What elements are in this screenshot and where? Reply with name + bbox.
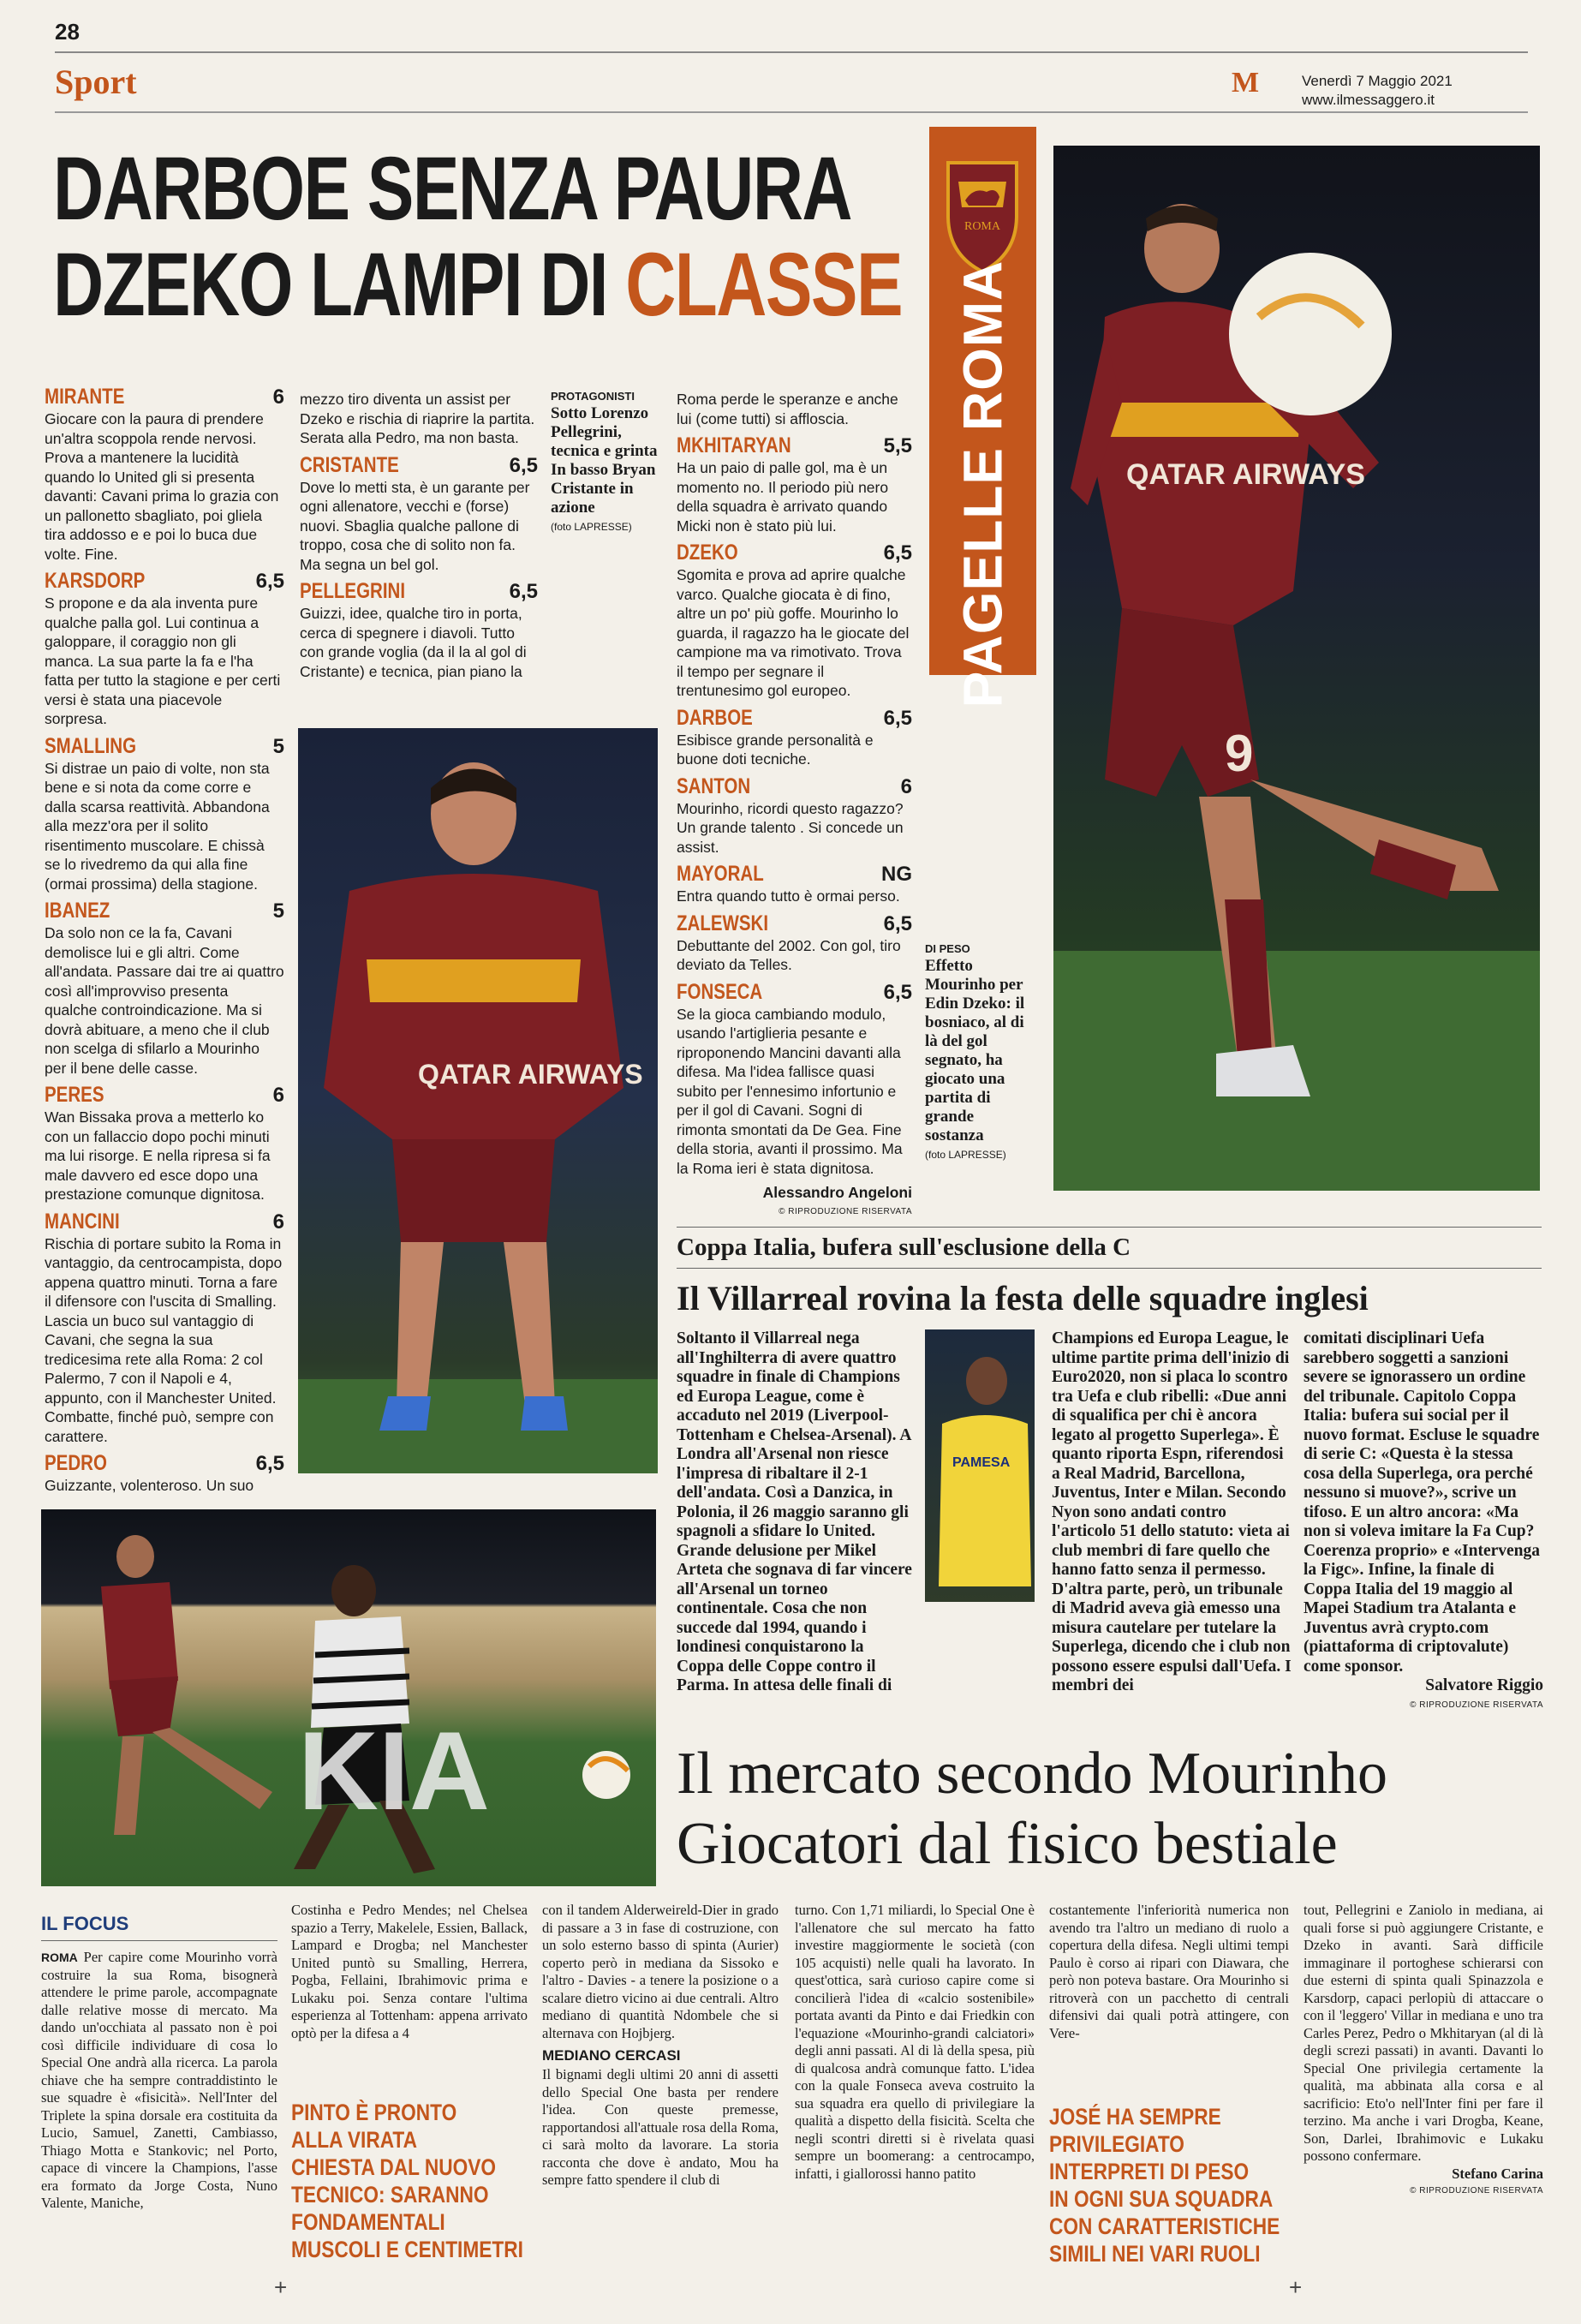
dzeko-photo xyxy=(1053,146,1540,1191)
player-comment: Mourinho, ricordi questo ragazzo? Un grande talento . Si concede un assist. xyxy=(677,799,904,856)
caption-credit: (foto LAPRESSE) xyxy=(925,1149,1006,1161)
player-vote: 6,5 xyxy=(255,1452,284,1475)
caption-text: Sotto Lorenzo Pellegrini, tecnica e grinta In basso Bryan Cristante in azione xyxy=(551,404,658,517)
rating-entry xyxy=(45,734,284,894)
coppa-column-3-text: comitati disciplinari Uefa sarebbero soggetti a sanzioni severe se ignorassero un ordine del tribunale. Capitolo Coppa Italia: bufera sui social per il nuovo format. Escluse le squadre di serie C: «Questa è la stessa cosa della Superlega, ora perché nessuno si muove?», scrive un tifoso. E un altro ancora: «Ma non si voleva imitare la Fa Cup? Coerenza proprio» e «Intervenga la Figc». Infine, la finale di Coppa Italia del 19 maggio al Mapei Stadium tra Atalanta e Juventus avrà crypto.com (piattaforma di criptovalute) come sponsor. xyxy=(1304,1329,1541,1676)
ratings-column-2 xyxy=(300,390,538,686)
dzeko-shirt-number: 9 xyxy=(1225,725,1254,782)
pull-quote-line: CON CARATTERISTICHE xyxy=(1049,2213,1280,2239)
player-vote: 6 xyxy=(272,385,284,409)
player-name: MIRANTE xyxy=(45,385,125,409)
page-number: 28 xyxy=(55,19,80,45)
player-comment: Rischia di portare subito la Roma in vantaggio, da centrocampista, dopo appena quattro minuti. Torna a fare il difensore con l'uscita di Smalling. Lascia un buco sul vantaggio di Cavani, che segna la sua tredicesima rete alla Roma: 2 col Palermo, 7 con il Napoli e 4, appunto, con il Manchester United. Combatte, finché può, sempre con carattere. xyxy=(45,1234,283,1445)
rating-header xyxy=(677,980,912,1005)
ratings-column-3 xyxy=(677,390,912,1222)
match-figures xyxy=(41,1509,656,1886)
pull-quote-line: PINTO È PRONTO xyxy=(291,2100,457,2125)
player-vote: 6,5 xyxy=(509,453,538,477)
player-vote: 6,5 xyxy=(883,980,912,1004)
rating-entry xyxy=(45,1210,284,1447)
coppa-column-3 xyxy=(1304,1329,1543,1715)
roma-crest-icon xyxy=(940,156,1025,276)
pull-quote-line: MUSCOLI E CENTIMETRI xyxy=(291,2237,523,2262)
player-name: FONSECA xyxy=(677,979,763,1004)
player-vote: 5,5 xyxy=(883,434,912,457)
player-comment: Giocare con la paura di prendere un'altra scoppola rende nervosi. Prova a mantenere la lucidità quando lo United gli si presenta davanti: Cavani prima lo grazia con un pallonetto sbagliato, poi gliela tira addosso e e poi lo buca due volte. Fine. xyxy=(45,410,279,563)
rating-header xyxy=(45,734,284,759)
player-comment: Dove lo metti sta, è un garante per ogni allenatore, vecchi e (forse) nuovi. Sbaglia qualche pallone di troppo, cosa che di solito non fa. Ma segna un bel gol. xyxy=(300,478,530,573)
caption-di-peso xyxy=(925,942,1036,1161)
caption-protagonisti xyxy=(551,390,671,533)
rating-entry xyxy=(677,911,912,975)
title-line-2: DZEKO LAMPI DI CLASSE xyxy=(53,235,903,335)
crop-mark-icon: + xyxy=(1289,2274,1303,2300)
mercato-column-3b-text: Il bignami degli ultimi 20 anni di assetti dello Special One basta per rendere l'idea. Con queste premesse, rapportandosi all'attuale rosa della Roma, ci sarà molto da lavorare. La storia racconta che dove è andato, Mou ha sempre fatto spendere il club di xyxy=(542,2066,779,2188)
mercato-title-line-2: Giocatori dal fisico bestiale xyxy=(677,1811,1338,1877)
pull-quote-line: TECNICO: SARANNO xyxy=(291,2182,489,2208)
pull-quote-line: JOSÉ HA SEMPRE xyxy=(1049,2104,1221,2130)
rating-header xyxy=(45,569,284,594)
rating-header xyxy=(677,911,912,936)
player-name: PEDRO xyxy=(45,1451,107,1475)
dzeko-figure xyxy=(1053,146,1540,1191)
pull-quote-line: CHIESTA DAL NUOVO xyxy=(291,2154,496,2180)
pull-quote-1 xyxy=(291,2099,523,2263)
coppa-column-2: Champions ed Europa League, le ultime partite prima dell'inizio di Euro2020, non si placa lo scontro tra Uefa e club ribelli: «Due anni di squalifica per chi è ancora legato al progetto Superlega». È quanto riporta Espn, riferendosi a Real Madrid, Barcellona, Juventus, Inter e Milan. Secondo Nyon sono andati contro l'articolo 51 dello statuto: vieta ai club membri di fare quello che hanno fatto senza il permesso. D'altra parte, però, un tribunale di Madrid aveva già emesso una misura cautelare per tutelare la Superlega, dicendo che i club non possono essere espulsi dall'Uefa. I membri dei xyxy=(1052,1329,1292,1694)
player-vote: 5 xyxy=(272,899,284,923)
player-vote: 6 xyxy=(272,1084,284,1107)
player-name: PERES xyxy=(45,1083,104,1107)
rating-entry xyxy=(677,433,912,535)
rating-entry xyxy=(300,453,538,575)
pellegrini-photo xyxy=(298,728,658,1473)
caption-label: DI PESO xyxy=(925,942,970,955)
player-name: DZEKO xyxy=(677,541,738,565)
rating-entry xyxy=(45,569,284,729)
villarreal-figure xyxy=(925,1329,1035,1602)
mercato-column-3 xyxy=(542,1902,779,2190)
mercato-column-2: Costinha e Pedro Mendes; nel Chelsea spazio a Terry, Makelele, Essien, Ballack, Lampard e Drogba; nel Manchester United puntò su Smalling, Herrera, Pogba, Fellaini, Ibrahimovic prima e Lukaku poi. Senza contare l'ultima esperienza al Tottenham: appena arrivato optò per la difesa a 4 xyxy=(291,1902,528,2041)
player-comment: S propone e da ala inventa pure qualche palla gol. Lui continua a galoppare, il coraggio non gli manca. La sua parte la fa e l'ha fatta per tutto la stagione e per certi versi è stata una piacevole sorpresa. xyxy=(45,594,281,727)
rating-header xyxy=(45,1210,284,1234)
rating-entry xyxy=(677,862,912,906)
pull-quote-line: SIMILI NEI VARI RUOLI xyxy=(1049,2241,1261,2267)
mercato-column-5: costantemente l'inferiorità numerica non avendo tra l'altro un mediano di ruolo a copertura della difesa. Negli ultimi tempi Paulo è corso ai ripari con Diawara, che però non poteva bastare. Ora Mourinho si ritroverà con un pacchetto di centrali difensivi dai quali potrà attingere, con Vere- xyxy=(1049,1902,1289,2041)
page-title xyxy=(53,139,903,335)
rating-header xyxy=(677,706,912,731)
section-name: Sport xyxy=(55,63,137,101)
rating-entry xyxy=(677,541,912,701)
pull-quote-line: PRIVILEGIATO xyxy=(1049,2131,1184,2157)
mercato-title xyxy=(677,1739,1387,1879)
mercato-column-6 xyxy=(1304,1902,1543,2201)
rating-header xyxy=(300,579,538,604)
player-name: MAYORAL xyxy=(677,862,764,886)
mercato-column-6-text: tout, Pellegrini e Zaniolo in mediana, ai quali forse si può aggiungere Cristante, e Dzeko in avanti. Sarà difficile immaginare il portoghese schierarsi con due esterni di spinta quali Spinazzola e Karsdorp, capaci perlopiù di attaccare o con il 'leggero' Villar in mediana e uno tra Carles Perez, Pedro o Mkhitaryan (al di là degli screzi passati) in avanti. Davanti lo Special One privilegia certamente la qualità, ma abbinata alla corsa e al sacrificio: Eto'o nell'Inter fini per fare il terzino. Ma anche i vari Drogba, Keane, Son, Darlei, Ibrahimovic e Lukaku possono confermare. xyxy=(1304,1902,1543,2164)
player-vote: 6,5 xyxy=(883,706,912,730)
header-top-rule xyxy=(55,51,1528,53)
player-name: KARSDORP xyxy=(45,569,146,593)
column-3-lead: Roma perde le speranze e anche lui (come tutti) si affloscia. xyxy=(677,391,898,427)
player-vote: 5 xyxy=(272,734,284,758)
rating-header xyxy=(45,899,284,923)
rating-header xyxy=(300,453,538,478)
player-name: IBANEZ xyxy=(45,899,110,923)
player-name: SANTON xyxy=(677,774,751,798)
title-line-1: DARBOE SENZA PAURA xyxy=(53,139,852,239)
coppa-mid-rule xyxy=(677,1268,1542,1269)
dateline: ROMA xyxy=(41,1951,78,1964)
player-comment: Da solo non ce la fa, Cavani demolisce lui e gli altri. Come all'andata. Passare dai tre ai quattro così all'improvviso presenta qualche controindicazione. Ma si dovrà abituare, a meno che il club non scelga di sfilarlo a Mourinho per il bene delle casse. xyxy=(45,924,284,1077)
dzeko-shirt-sponsor: QATAR AIRWAYS xyxy=(1126,458,1365,491)
mercato-column-4: turno. Con 1,71 miliardi, lo Special One è l'allenatore che sul mercato ha fatto investire maggiormente le società (con 105 acquisti) nelle quali ha lavorato. In quest'ottica, sarà curioso capire come si concilierà l'idea di «calcio sostenibile» portata avanti da Pinto e dai Friedkin con l'equazione «Mourinho-grandi calciatori» degli anni passati. Al di là della spesa, più di qualcosa andrà comunque fatto. L'idea con la quale Fonseca aveva costruito la sua squadra era quello di privilegiare la qualità a dispetto della fisicità. Scelta che negli scontri diretti si è rivelata quasi sempre un boomerang: a centrocampo, infatti, i giallorossi hanno patito xyxy=(795,1902,1035,2182)
pull-quote-line: IN OGNI SUA SQUADRA xyxy=(1049,2186,1274,2212)
villarreal-photo xyxy=(925,1329,1035,1602)
mercato-signature: Stefano Carina xyxy=(1452,2165,1543,2182)
player-vote: NG xyxy=(881,863,912,886)
date-text: Venerdì 7 Maggio 2021 xyxy=(1302,73,1453,89)
mercato-subhead: MEDIANO CERCASI xyxy=(542,2047,681,2064)
player-vote: 6 xyxy=(272,1210,284,1234)
coppa-title: Il Villarreal rovina la festa delle squadre inglesi xyxy=(677,1279,1369,1317)
player-name: PELLEGRINI xyxy=(300,579,406,603)
rating-header xyxy=(45,1451,284,1476)
caption-label: PROTAGONISTI xyxy=(551,390,635,403)
player-name: ZALEWSKI xyxy=(677,911,769,935)
player-comment: Wan Bissaka prova a metterlo ko con un fallaccio dopo pochi minuti ma lui risorge. E nella ripresa si fa male davvero ed esce dopo una prestazione comunque dignitosa. xyxy=(45,1108,271,1203)
player-comment: Esibisce grande personalità e buone doti tecniche. xyxy=(677,731,874,768)
rating-header xyxy=(45,385,284,409)
ratings-copyright: © RIPRODUZIONE RISERVATA xyxy=(779,1206,912,1216)
issue-date xyxy=(1302,72,1453,110)
ratings-signature: Alessandro Angeloni xyxy=(762,1184,912,1201)
player-name: DARBOE xyxy=(677,705,753,730)
coppa-top-rule xyxy=(677,1227,1542,1228)
coppa-signature: Salvatore Riggio xyxy=(1425,1676,1543,1694)
player-vote: 6,5 xyxy=(255,570,284,593)
coppa-kicker: Coppa Italia, bufera sull'esclusione della C xyxy=(677,1234,1131,1261)
rating-entry xyxy=(677,980,912,1179)
pull-quote-line: FONDAMENTALI xyxy=(291,2209,445,2235)
rating-header xyxy=(677,774,912,799)
player-comment: Guizzi, idee, qualche tiro in porta, cerca di spegnere i diavoli. Tutto con grande voglia (da il la al gol di Cristante) e tecnica, pian piano la xyxy=(300,605,527,680)
rating-entry xyxy=(45,385,284,564)
caption-credit: (foto LAPRESSE) xyxy=(551,521,632,533)
header-bottom-rule xyxy=(55,111,1528,113)
rating-header xyxy=(677,433,912,458)
pull-quote-line: ALLA VIRATA xyxy=(291,2127,417,2153)
player-comment: Debuttante del 2002. Con gol, tiro deviato da Telles. xyxy=(677,936,901,973)
crop-mark-icon: + xyxy=(274,2274,288,2300)
caption-text: Effetto Mourinho per Edin Dzeko: il bosniaco, al di là del gol segnato, ha giocato una partita di grande sostanza xyxy=(925,957,1025,1144)
player-comment: Guizzante, volenteroso. Un suo xyxy=(45,1477,254,1494)
pellegrini-shirt-sponsor: QATAR AIRWAYS xyxy=(418,1059,643,1090)
player-vote: 6,5 xyxy=(509,580,538,603)
banner-label: PAGELLE ROMA xyxy=(952,260,1014,708)
site-link[interactable]: www.ilmessaggero.it xyxy=(1302,92,1435,108)
player-name: SMALLING xyxy=(45,733,137,758)
player-comment: Entra quando tutto è ormai perso. xyxy=(677,887,900,905)
pellegrini-figure xyxy=(298,728,658,1473)
rating-entry xyxy=(677,706,912,769)
rating-header xyxy=(45,1083,284,1108)
mercato-title-line-1: Il mercato secondo Mourinho xyxy=(677,1741,1388,1807)
player-vote: 6,5 xyxy=(883,541,912,565)
title-highlight: CLASSE xyxy=(625,235,903,335)
mercato-column-1-text: Per capire come Mourinho vorrà costruire la sua Roma, bisognerà attendere le prime parole, accompagnate dalle relative mosse di mercato. Ma dando un'occhiata al passato non è poi così difficile individuare di cosa lo Special One andrà alla ricerca. La parola chiave che ha sempre contraddistinto le sue squadre è «fisicità». Nell'Inter del Triplete la spina dorsale era costituita da Lucio, Samuel, Zanetti, Cambiasso, Thiago Motta e Stankovic; nel Porto, capace di vincere la Champions, l'asse era formato da Jorge Costa, Nuno Valente, Maniche, xyxy=(41,1949,277,2211)
rating-entry xyxy=(45,1451,284,1496)
player-comment: Si distrae un paio di volte, non sta bene e si nota da come corre e dalla scarsa reattività. Abbandona alla mezz'ora per il solito risentimento muscolare. E chissà se lo rivedremo da qui alla fine (ormai prossima) della stagione. xyxy=(45,759,270,893)
newspaper-logo: M xyxy=(1232,67,1260,99)
player-comment: Se la gioca cambiando modulo, usando l'artiglieria pesante e riproponendo Mancini davanti alla difesa. Ma l'idea fallisce quasi subito per l'ennesimo infortunio e per il gol di Cavani. Sogni di rimonta smontati da De Gea. Fine della storia, avanti il prossimo. Ma la Roma ieri è stata dignitosa. xyxy=(677,1005,903,1177)
pull-quote-2 xyxy=(1049,2103,1280,2267)
player-name: MANCINI xyxy=(45,1209,120,1234)
villarreal-shirt-sponsor: PAMESA xyxy=(952,1455,1011,1470)
coppa-copyright: © RIPRODUZIONE RISERVATA xyxy=(1410,1700,1543,1710)
player-name: CRISTANTE xyxy=(300,452,399,477)
mercato-column-1 xyxy=(41,1949,277,2213)
crest-text: ROMA xyxy=(964,220,1001,233)
rating-header xyxy=(677,862,912,887)
focus-kicker: IL FOCUS xyxy=(41,1913,129,1934)
mercato-copyright: © RIPRODUZIONE RISERVATA xyxy=(1410,2186,1543,2196)
mercato-column-3-text: con il tandem Alderweireld-Dier in grado di passare a 3 in fase di costruzione, con un solo esterno basso di spinta (Aurier) coperto però in mediana da Sissoko e l'altro - Davies - a tenere la posizione o a scalare dietro vicino ai due centrali. Altro mediano di quantità Ndombele che si alternava con Hojbjerg. xyxy=(542,1902,779,2041)
rating-entry xyxy=(300,579,538,681)
coppa-column-1: Soltanto il Villarreal nega all'Inghilterra di avere quattro squadre in finale di Champions ed Europa League, come è accaduto nel 2019 (Liverpool-Tottenham e Chelsea-Arsenal). A Londra all'Arsenal non riesce l'impresa di ribaltare il 2-1 dell'andata. Così a Danzica, in Polonia, il 26 maggio saranno gli spagnoli a sfidare lo United. Grande delusione per Mikel Arteta che sognava di far vincere all'Arsenal un torneo continentale. Cosa che non succede dal 1994, quando i londinesi conquistarono la Coppa delle Coppe contro il Parma. In attesa delle finali di xyxy=(677,1329,912,1694)
player-vote: 6,5 xyxy=(883,911,912,935)
player-name: MKHITARYAN xyxy=(677,433,791,457)
rating-entry xyxy=(45,1083,284,1204)
ratings-column-1 xyxy=(45,381,284,1501)
column-2-lead: mezzo tiro diventa un assist per Dzeko e rischia di riaprire la partita. Serata alla Pedro, ma non basta. xyxy=(300,391,535,446)
match-photo xyxy=(41,1509,656,1886)
player-vote: 6 xyxy=(900,774,912,798)
rating-entry xyxy=(677,774,912,857)
player-comment: Sgomita e prova ad aprire qualche varco. Qualche giocata è di fino, altre un po' più goffe. Mourinho lo guarda, il ragazzo ha le giocate del campione ma va rimotivato. Trova il tempo per segnare il trentunesimo gol europeo. xyxy=(677,566,910,699)
rating-header xyxy=(677,541,912,565)
focus-rule xyxy=(41,1940,277,1941)
player-comment: Ha un paio di palle gol, ma è un momento no. Il periodo più nero della squadra è arrivato quando Micki non è stato più lui. xyxy=(677,459,889,535)
pull-quote-line: INTERPRETI DI PESO xyxy=(1049,2159,1250,2184)
rating-entry xyxy=(45,899,284,1078)
svg-text:KIA: KIA xyxy=(298,1708,490,1833)
